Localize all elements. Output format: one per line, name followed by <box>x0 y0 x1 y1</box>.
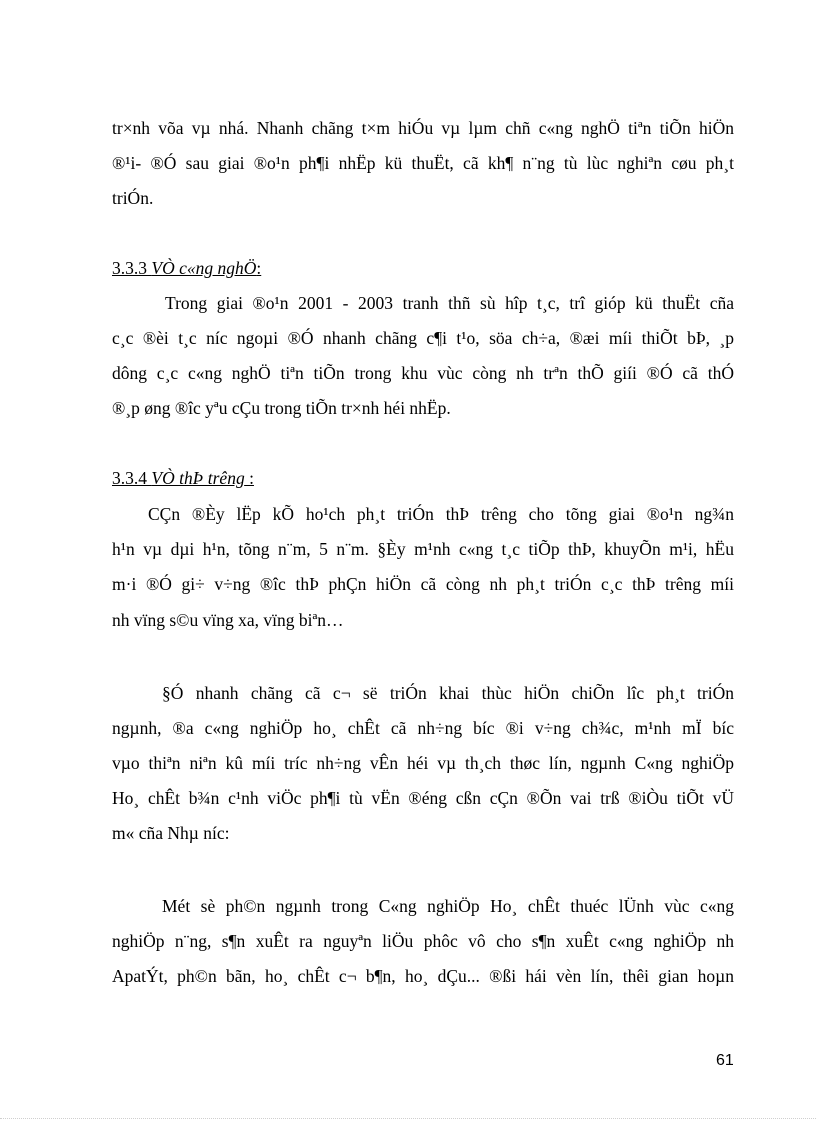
section-number: 3.3.3 <box>112 258 152 278</box>
paragraph-line: triÓn. <box>112 188 154 208</box>
paragraph-line: Trong giai ®o¹n 2001 - 2003 tranh thñ sù hîp t¸c, trî gióp kü thuËt cña <box>165 293 734 313</box>
section-title: VÒ c«ng nghÖ <box>151 258 257 278</box>
section-number: 3.3.4 <box>112 468 152 488</box>
section-title: VÒ thÞ trêng <box>151 468 245 488</box>
section-suffix: : <box>244 468 254 488</box>
paragraph-line: Mét sè ph©n ngµnh trong C«ng nghiÖp Ho¸ chÊt thuéc lÜnh vùc c«ng <box>162 896 734 916</box>
paragraph-line: ngµnh, ®a c«ng nghiÖp ho¸ chÊt cã nh÷ng bíc ®i v÷ng ch¾c, m¹nh mÏ bíc <box>112 718 734 738</box>
paragraph-line: ApatÝt, ph©n bãn, ho¸ chÊt c¬ b¶n, ho¸ dÇu... ®ßi hái vèn lín, thêi gian hoµn <box>112 966 734 986</box>
paragraph-line: dông c¸c c«ng nghÖ tiªn tiÕn trong khu vùc còng nh trªn thÕ giíi ®Ó cã thÓ <box>112 363 734 383</box>
paragraph-line: ®¹i- ®Ó sau giai ®o¹n ph¶i nhËp kü thuËt, cã kh¶ n¨ng tù lùc nghiªn cøu ph¸t <box>112 153 734 173</box>
paragraph-line: ®¸p øng ®îc yªu cÇu trong tiÕn tr×nh héi nhËp. <box>112 398 451 418</box>
paragraph-line: nghiÖp n¨ng, s¶n xuÊt ra nguyªn liÖu phôc vô cho s¶n xuÊt c«ng nghiÖp nh <box>112 931 734 951</box>
page-bottom-divider <box>0 1118 816 1119</box>
section-heading-3-3-3 <box>112 257 261 279</box>
paragraph-line: CÇn ®Èy lËp kÕ ho¹ch ph¸t triÓn thÞ trêng cho tõng giai ®o¹n ng¾n <box>148 504 734 524</box>
paragraph-line: c¸c ®èi t¸c níc ngoµi ®Ó nhanh chãng c¶i t¹o, söa ch÷a, ®æi míi thiÕt bÞ, ¸p <box>112 328 734 348</box>
page-number: 61 <box>716 1052 734 1069</box>
paragraph-line: nh vïng s©u vïng xa, vïng biªn… <box>112 610 344 630</box>
paragraph-line: vµo thiªn niªn kû míi tríc nh÷ng vÊn héi vµ th¸ch thøc lín, ngµnh C«ng nghiÖp <box>112 753 734 773</box>
paragraph-line: §Ó nhanh chãng cã c¬ së triÓn khai thùc hiÖn chiÕn lîc ph¸t triÓn <box>162 683 734 703</box>
paragraph-line: m« cña Nhµ níc: <box>112 823 230 843</box>
paragraph-line: tr×nh võa vµ nhá. Nhanh chãng t×m hiÓu vµ lµm chñ c«ng nghÖ tiªn tiÕn hiÖn <box>112 118 734 138</box>
section-heading-3-3-4 <box>112 467 254 489</box>
section-suffix: : <box>256 258 262 278</box>
paragraph-line: Ho¸ chÊt b¾n c¹nh viÖc ph¶i tù vËn ®éng cßn cÇn ®Õn vai trß ®iÒu tiÕt vÜ <box>112 788 734 808</box>
paragraph-line: h¹n vµ dµi h¹n, tõng n¨m, 5 n¨m. §Èy m¹nh c«ng t¸c tiÕp thÞ, khuyÕn m¹i, hËu <box>112 539 734 559</box>
paragraph-line: m·i ®Ó gi÷ v÷ng ®îc thÞ phÇn hiÖn cã còng nh ph¸t triÓn c¸c thÞ trêng míi <box>112 574 734 594</box>
